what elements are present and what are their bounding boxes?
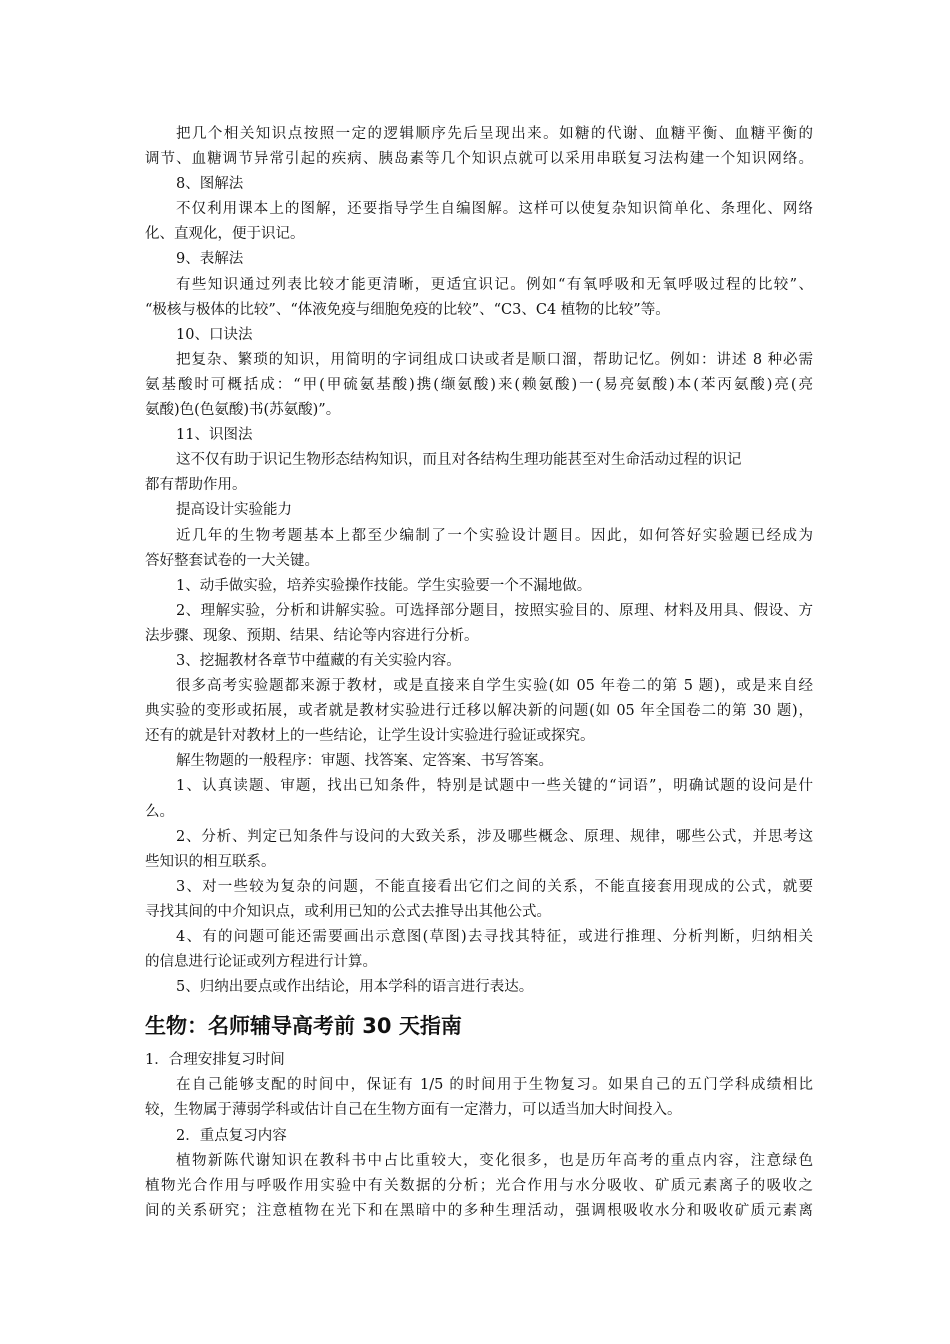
- section-label: 1．合理安排复习时间: [145, 1052, 285, 1069]
- text-line: “极核与极体的比较”、“体液免疫与细胞免疫的比较”、“C3、C4 植物的比较”等。: [145, 301, 670, 318]
- text-line: 近几年的生物考题基本上都至少编制了一个实验设计题目。因此，如何答好实验题已经成为: [176, 527, 813, 544]
- text-line: 3、对一些较为复杂的问题，不能直接看出它们之间的关系，不能直接套用现成的公式，就要: [176, 878, 813, 895]
- text-line: 2、理解实验，分析和讲解实验。可选择部分题目，按照实验目的、原理、材料及用具、假设、方: [176, 602, 813, 619]
- text-line: 答好整套试卷的一大关键。: [145, 552, 319, 569]
- section-label: 提高设计实验能力: [176, 502, 292, 519]
- text-line: 1、认真读题、审题，找出已知条件，特别是试题中一些关键的“词语”，明确试题的设问是什: [176, 778, 813, 795]
- text-line: 调节、血糖调节异常引起的疾病、胰岛素等几个知识点就可以采用串联复习法构建一个知识网络。: [145, 151, 813, 168]
- section-label: 8、图解法: [176, 176, 244, 193]
- section-body: [145, 1048, 813, 1224]
- text-line: 不仅利用课本上的图解，还要指导学生自编图解。这样可以使复杂知识简单化、条理化、网络: [176, 201, 813, 218]
- text-line: 植物新陈代谢知识在教科书中占比重较大，变化很多，也是历年高考的重点内容，注意绿色: [176, 1152, 813, 1169]
- section-label: 11、识图法: [176, 427, 253, 444]
- text-line: 2、分析、判定已知条件与设问的大致关系，涉及哪些概念、原理、规律，哪些公式，并思考这: [176, 828, 813, 845]
- text-line: 寻找其间的中介知识点，或利用已知的公式去推导出其他公式。: [145, 903, 551, 920]
- text-line: 这不仅有助于识记生物形态结构知识，而且对各结构生理功能甚至对生命活动过程的识记: [176, 452, 742, 469]
- section-heading: 生物：名师辅导高考前 30 天指南: [145, 1014, 462, 1039]
- section-label: 10、口诀法: [176, 326, 253, 343]
- text-line: 的信息进行论证或列方程进行计算。: [145, 954, 377, 971]
- text-line: 化、直观化，便于识记。: [145, 226, 305, 243]
- text-line: 典实验的变形或拓展，或者就是教材实验进行迁移以解决新的问题(如 05 年全国卷二的第 30 题)，: [145, 703, 813, 720]
- text-line: 些知识的相互联系。: [145, 853, 276, 870]
- text-line: 都有帮助作用。: [145, 477, 247, 494]
- section-label: 2．重点复习内容: [176, 1127, 287, 1144]
- text-line: 5、归纳出要点或作出结论，用本学科的语言进行表达。: [176, 979, 534, 996]
- text-line: 把复杂、繁琐的知识，用简明的字词组成口诀或者是顺口溜，帮助记忆。例如：讲述 8 种必需: [176, 351, 813, 368]
- text-line: 间的关系研究；注意植物在光下和在黑暗中的多种生理活动，强调根吸收水分和吸收矿质元素离: [145, 1202, 813, 1219]
- text-line: 较，生物属于薄弱学科或估计自己在生物方面有一定潜力，可以适当加大时间投入。: [145, 1102, 682, 1119]
- document-body: [145, 122, 813, 1224]
- text-line: 还有的就是针对教材上的一些结论，让学生设计实验进行验证或探究。: [145, 728, 595, 745]
- text-line: 在自己能够支配的时间中，保证有 1/5 的时间用于生物复习。如果自己的五门学科成绩相比: [176, 1077, 813, 1094]
- text-line: 解生物题的一般程序：审题、找答案、定答案、书写答案。: [176, 753, 553, 770]
- text-line: 氨酸)色(色氨酸)书(苏氨酸)”。: [145, 402, 341, 419]
- text-line: 么。: [145, 803, 174, 820]
- text-line: 把几个相关知识点按照一定的逻辑顺序先后呈现出来。如糖的代谢、血糖平衡、血糖平衡的: [176, 126, 813, 142]
- section-label: 9、表解法: [176, 251, 244, 268]
- text-line: 3、挖掘教材各章节中蕴藏的有关实验内容。: [176, 652, 461, 669]
- text-line: 氨基酸时可概括成：“甲(甲硫氨基酸)携(缬氨酸)来(赖氨酸)一(易亮氨酸)本(苯丙氨酸)亮(亮: [145, 376, 813, 393]
- text-line: 1、动手做实验，培养实验操作技能。学生实验要一个不漏地做。: [176, 577, 592, 594]
- text-line: 植物光合作用与呼吸作用实验中有关数据的分析；光合作用与水分吸收、矿质元素离子的吸收之: [145, 1177, 813, 1194]
- text-line: 很多高考实验题都来源于教材，或是直接来自学生实验(如 05 年卷二的第 5 题)，或是来自经: [176, 678, 813, 695]
- text-line: 4、有的问题可能还需要画出示意图(草图)去寻找其特征，或进行推理、分析判断，归纳相关: [176, 929, 813, 945]
- text-line: 法步骤、现象、预期、结果、结论等内容进行分析。: [145, 627, 479, 644]
- text-line: 有些知识通过列表比较才能更清晰，更适宜识记。例如“有氧呼吸和无氧呼吸过程的比较”、: [176, 276, 813, 293]
